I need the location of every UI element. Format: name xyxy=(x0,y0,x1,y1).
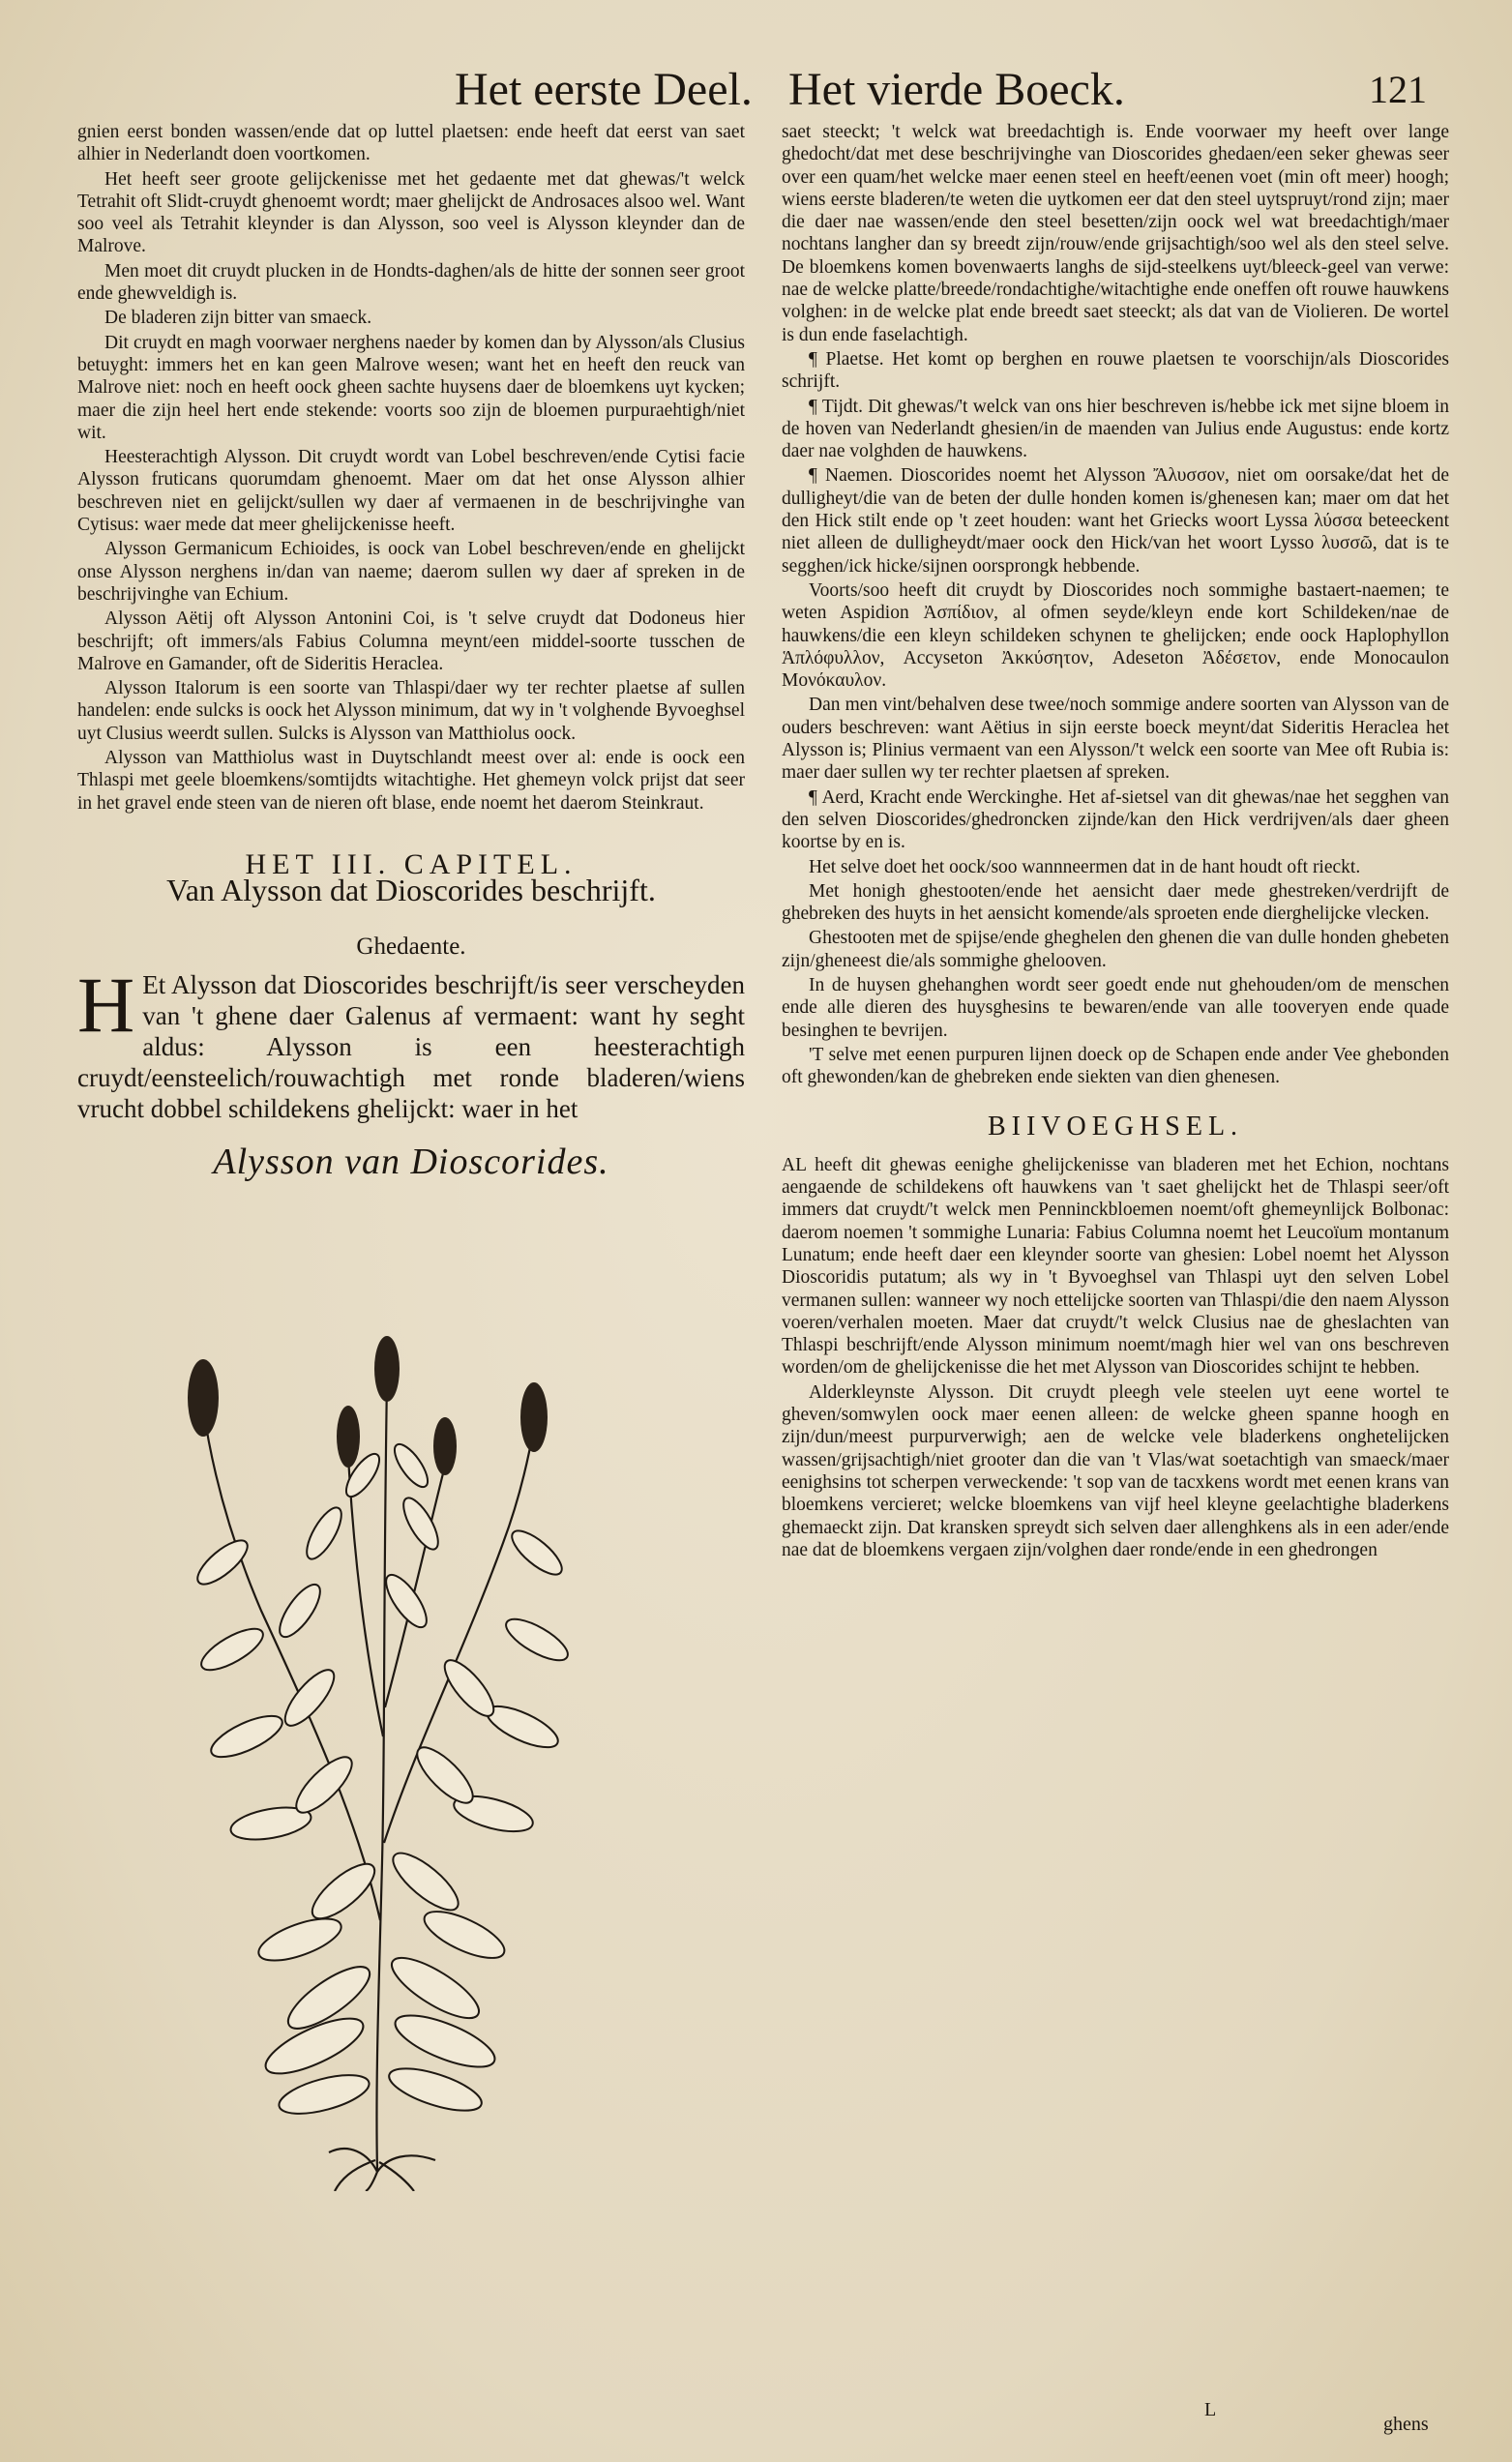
right-paragraph: ¶ Naemen. Dioscorides noemt het Alysson Ἄλυσσον, niet om oorsake/dat het de dulligheyt/die van de beten der dulle honden komen is/ghenesen kan; maer om dat het den Hick stilt ende op 't zeet houden: want het Griecks woort Lyssa λύσσα beteeckent niet alleen de dulligheydt/maer oock den Hick/van het woort Lysso λυσσῶ, dat is te segghen/ick hicke/sijnen oorsprongk hebbende. xyxy=(782,465,1449,577)
catchword: ghens xyxy=(1383,2414,1429,2435)
right-paragraph: Met honigh ghestooten/ende het aensicht daer mede ghestreken/verdrijft de ghebreken des huyts in het aensicht komende/als sproeten ende dierghelijcke vlecken. xyxy=(782,880,1449,925)
running-header xyxy=(0,56,1512,124)
chapter-title: HET III. CAPITEL. xyxy=(245,847,578,880)
left-paragraph: Men moet dit cruydt plucken in de Hondts-daghen/als de hitte der sonnen seer groot ende ghewveldigh is. xyxy=(77,260,745,305)
chapter-subtitle: Van Alysson dat Dioscorides beschrijft. xyxy=(166,873,656,908)
left-column xyxy=(77,121,745,1182)
left-paragraph: Het heeft seer groote gelijckenisse met het gedaente met dat ghewas/'t welck Tetrahit oft Slidt-cruydt ghenoemt wordt; maer ghelijckt de Androsaces alsoo wel. Want soo veel als Tetrahit kleynder is dan Alysson, soo veel is Alysson kleynder dan de Malrove. xyxy=(77,168,745,257)
drop-cap: H xyxy=(77,960,135,1049)
right-paragraph: Het selve doet het oock/soo wannneermen dat in de hant houdt oft rieckt. xyxy=(809,856,1361,877)
supplement-paragraph: AL heeft dit ghewas eenighe ghelijckenisse van bladeren met het Echion, nochtans aengaende de schildekens oft hauwkens van 't saet ghelijckt het de Thlaspi seer/oft immers dat cruydt/'t welck men Penninckbloemen noemt/oft ghemeynlijck Bolbonac: daerom noemen 't sommighe Lunaria: Fabius Columna noemt het Leucoïum montanum Lunatum; ende heeft daer een kleynder soorte van ghesien: Lobel noemt het Alysson Dioscoridis putatum; als wy in 't Byvoeghsel van Thlaspi uyt den selven Lobel vermanen sullen: wanneer wy noch ettelijcke soorten van Thlaspi/die den naem Alysson voeren/verhalen moeten. Maer dat cruydt/'t welck Clusius nae de gheslachten van Thlaspi beschrijft/ende Alysson minimum noemt/magh hier wel van ons beschreven worden/om de ghelijckenisse die het met Alysson van Dioscorides schijnt te hebben. xyxy=(782,1154,1449,1379)
right-column xyxy=(782,121,1449,1563)
page-number: 121 xyxy=(1369,68,1427,111)
supplement-paragraph: Alderkleynste Alysson. Dit cruydt pleegh vele steelen uyt eene wortel te gheven/somwylen oock maer eenen alleen: de welcke gheen spanne hoogh en zijn/dun/meest purpurverwigh; aen de welcke vele bladerkens onghetelijcken wassen/grijsachtigh/niet grooter dan die van 't Vlas/wat soetachtigh van smaeck/maer eenighsins tot scherpen verweckende: 't sop van de tacxkens wordt met eenen krans van bloemkens vercieret; welcke bloemkens van vijf heel kleyne geelachtighe bladerkens ghemaeckt zijn. Dat kransken spreydt sich selven daer allenghkens als in een ader/ende nae dat de bloemkens vergaen zijn/volghen daer ronde/ende in een ghedrongen xyxy=(782,1381,1449,1560)
left-running-title: Het eerste Deel. xyxy=(455,64,753,115)
right-paragraph: saet steeckt; 't welck wat breedachtigh is. Ende voorwaer my heeft over lange ghedocht/dat met dese beschrijvinghe van Dioscorides ghedaen/een seker ghewas seer over een quam/het welcke maer eenen steel en heeft/eenen voet (min oft meer) hoogh; wiens eerste bladeren/te weten die uytkomen eer dat den steel uytspruyt/rond zijn; maer die daer nae wassen/ende den steel besetten/zijn oock wel wat breedachtigh/maer nochtans langher dan sy breedt zijn/rouw/ende grijsachtigh/soo wel als den steel selve. De bloemkens komen bovenwaerts langhs de sijd-steelkens uyt/bleeck-geel van verwe: nae de welcke platte/breede/rondachtighe/witachtighe ende oneffen oft rouwe hauwkens volghen: in de welcke plat ende breedt saet steeckt; als dat van de Violieren. De wortel is dun ende faselachtigh. xyxy=(782,122,1449,345)
right-paragraph: 'T selve met eenen purpuren lijnen doeck op de Schapen ende ander Vee ghebonden oft ghewonden/kan de ghebreken ende siekten van dien ghenesen. xyxy=(782,1044,1449,1088)
right-running-title: Het vierde Boeck. xyxy=(788,64,1125,115)
left-paragraph: De bladeren zijn bitter van smaeck. xyxy=(104,308,372,329)
section-heading-ghedaente: Ghedaente. xyxy=(356,933,466,960)
left-paragraph: Heesterachtigh Alysson. Dit cruydt wordt van Lobel beschreven/ende Cytisi facie Alysson fruticans quorumdam ghenoemt. Maer om dat het onse Alysson alhier beschreven niet en gelijckt/sullen wy daer af vermaenen in de beschrijvinghe van Cytisus: waer mede dat meer ghelijckenisse heeft. xyxy=(77,447,745,536)
right-paragraph: ¶ Aerd, Kracht ende Werckinghe. Het af-sietsel van dit ghewas/nae het segghen van den selven Dioscorides/ghedroncken zijnde/kan den Hick verdrijven/als daer gheen koortse by en is. xyxy=(782,786,1449,853)
right-paragraph: ¶ Tijdt. Dit ghewas/'t welck van ons hier beschreven is/hebbe ick met sijne bloem in de hoven van Nederlandt ghesien/in de maenden van Julius ende Augustus: ende kortz daer nae volghden de hauwkens. xyxy=(782,396,1449,462)
ghedaente-text: Et Alysson dat Dioscorides beschrijft/is seer verscheyden van 't ghene daer Galenus af vermaent: want hy seght aldus: Alysson is een heesterachtigh cruydt/eensteelich/rouwachtigh met ronde bladeren/wiens vrucht dobbel schildekens ghelijckt: waer in het xyxy=(77,969,745,1123)
left-paragraph: Alysson van Matthiolus wast in Duytschlandt meest over al: ende is oock een Thlaspi met geele bloemkens/somtijdts witachtighe. Het ghemeyn volck prijst dat seer in het gravel ende steen van de nieren oft blase, ende noemt het daerom Steinkraut. xyxy=(77,748,745,814)
supplement-title: BIIVOEGHSEL. xyxy=(987,1112,1244,1142)
ghedaente-paragraph xyxy=(77,960,745,1124)
right-paragraph: In de huysen ghehanghen wordt seer goedt ende nut ghehouden/om de menschen ende alle dieren des huysghesins te bewaren/ende van alle tooveryen ende quade besinghen te bevrijen. xyxy=(782,974,1449,1041)
right-paragraph: Dan men vint/behalven dese twee/noch sommige andere soorten van Alysson van de ouders beschreven: want Aëtius in sijn eerste boeck meynt/dat Sideritis Heraclea het Alysson is; Plinius vermaent van een Alysson/'t welck een soorte van Mee oft Rubia is: maer daer sullen wy ter rechter plaetsen af spreken. xyxy=(782,695,1449,784)
right-paragraph: ¶ Plaetse. Het komt op berghen en rouwe plaetsen te voorschijn/als Dioscorides schrijft. xyxy=(782,348,1449,393)
left-paragraph: gnien eerst bonden wassen/ende dat op luttel plaetsen: ende heeft dat eerst van saet alhier in Nederlandt doen voortkomen. xyxy=(77,122,745,165)
figure-caption: Alysson van Dioscorides. xyxy=(213,1141,609,1182)
left-paragraph: Alysson Aëtij oft Alysson Antonini Coi, is 't selve cruydt dat Dodoneus hier beschrijft; oft immers/als Fabius Columna meynt/een middel-soorte tusschen de Malrove en Gamander, oft de Sideritis Heraclea. xyxy=(77,608,745,674)
right-paragraph: Voorts/soo heeft dit cruydt by Dioscorides noch sommighe bastaert-naemen; te weten Aspidion Ἀσπίδιον, al ofmen seyde/kleyn ende kort Schildeken/nae de hauwkens/die een kleyn schildeken schynen te ghelijcken; ende oock Haplophyllon Ἁπλόφυλλον, Accyseton Ἀκκύσητον, Adeseton Ἀδέσετον, ende Monocaulon Μονόκαυλον. xyxy=(782,579,1449,692)
left-paragraph: Alysson Germanicum Echioides, is oock van Lobel beschreven/ende en ghelijckt onse Alysson nerghens in/dan van naeme; daerom sullen wy daer af spreken in de beschrijvinghe van Echium. xyxy=(77,539,745,605)
right-paragraph: Ghestooten met de spijse/ende gheghelen den ghenen die van dulle honden ghebeten zijn/gheneest die/als sommighe ghelooven. xyxy=(782,928,1449,971)
signature-mark: L xyxy=(1204,2399,1217,2420)
left-paragraph: Alysson Italorum is een soorte van Thlaspi/daer wy ter rechter plaetse af sullen handelen: ende sulcks is oock het Alysson minimum, dat wy in 't volghende Byvoeghsel uyt Clusius weerdt sullen. Sulcks is Alysson van Matthiolus oock. xyxy=(77,678,745,744)
plant-woodcut-illustration xyxy=(155,1320,609,2191)
left-paragraph: Dit cruydt en magh voorwaer nerghens naeder by komen dan by Alysson/als Clusius betuyght: immers het en kan geen Malrove wesen; want het en heeft den reuck van Malrove niet: noch en heeft oock gheen sachte huysens daer de bloemkens uyt kycken; maer die zijn heel hert ende stekende: voorts soo zijn de bloemen purpuraehtigh/niet wit. xyxy=(77,332,745,443)
